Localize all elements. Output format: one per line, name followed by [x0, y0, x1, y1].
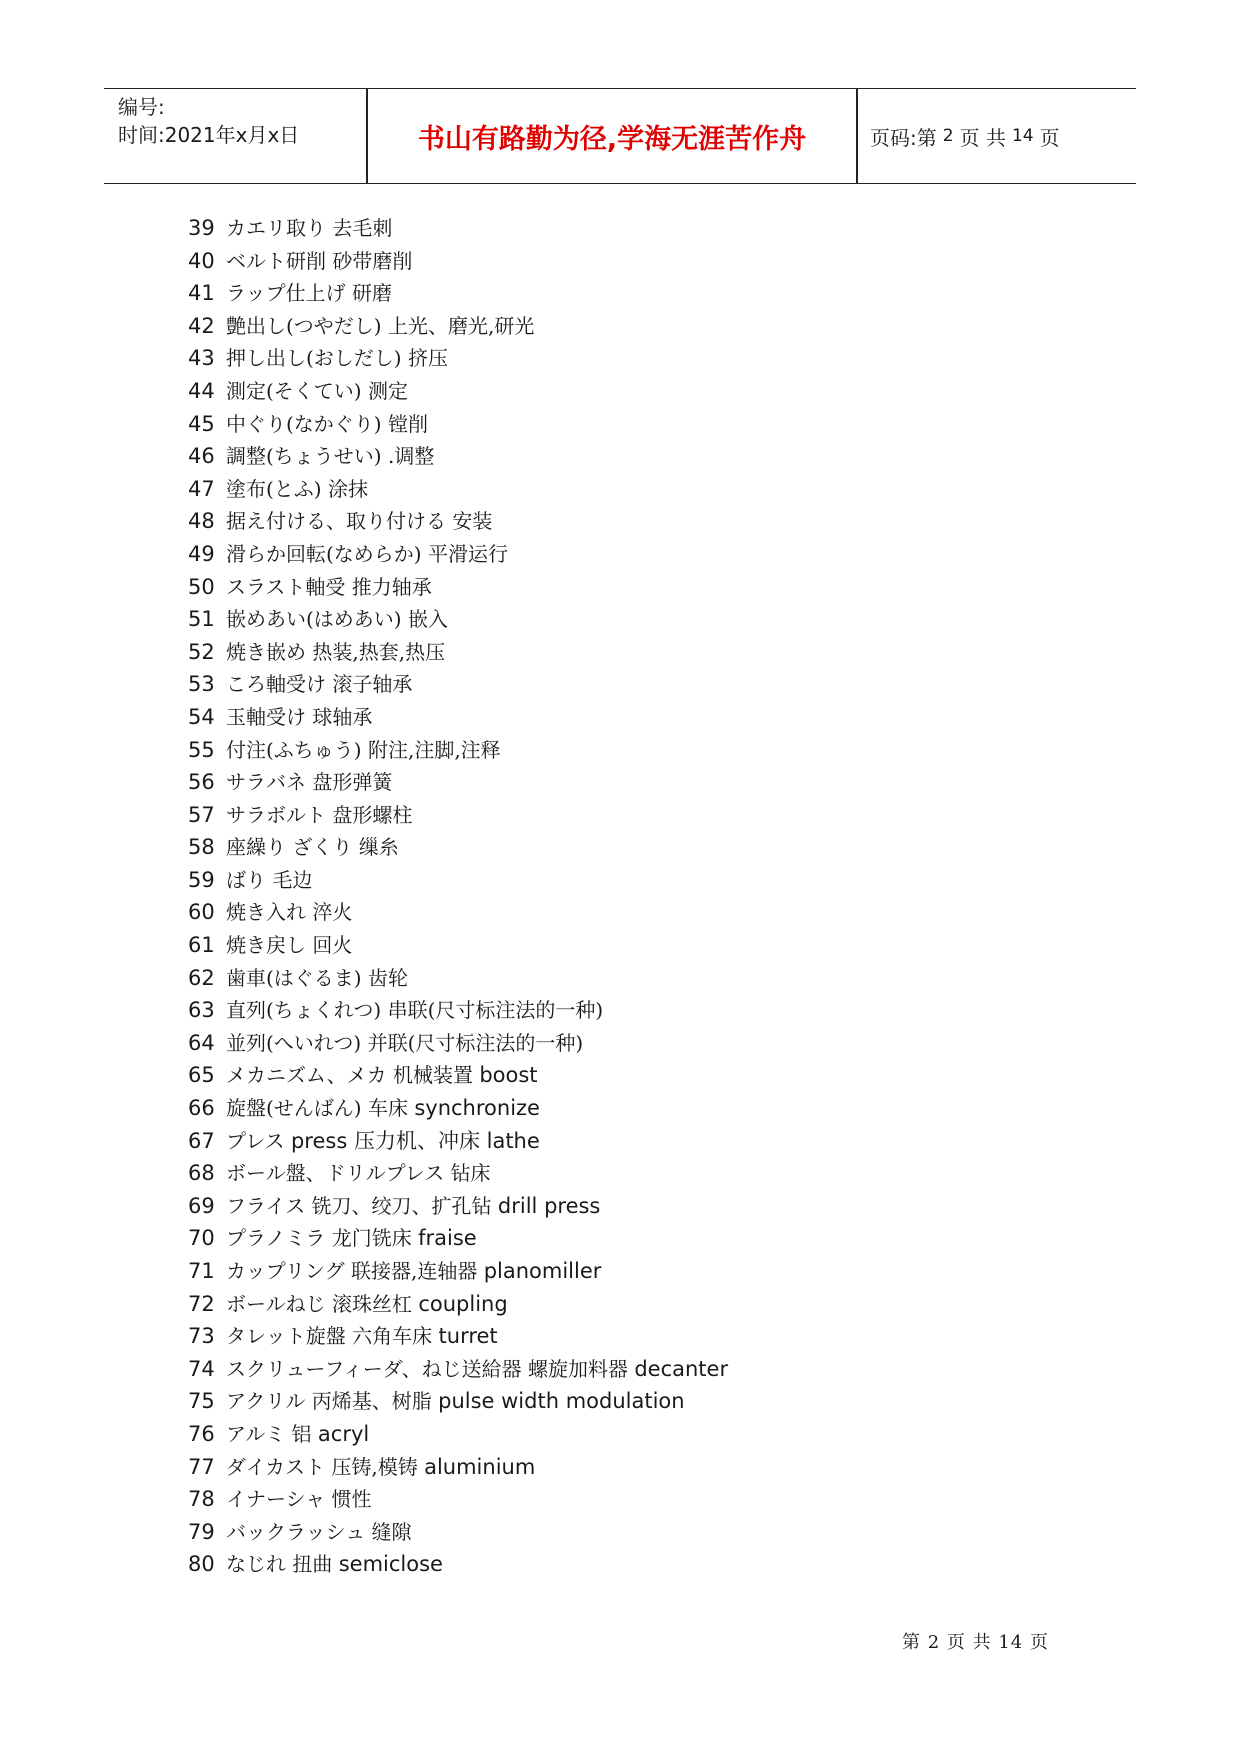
entry-number: 43	[188, 346, 215, 371]
header-motto: 书山有路勤为径,学海无涯苦作舟	[417, 123, 807, 155]
entry-term: 並列(へいれつ) 并联(尺寸标注法的一种)	[226, 1030, 584, 1055]
entry-term: 据え付ける、取り付ける 安装	[226, 509, 493, 534]
entry-number: 46	[188, 444, 215, 469]
entry-number: 64	[188, 1030, 215, 1055]
entry-number: 76	[188, 1421, 215, 1446]
entry-english: coupling	[418, 1291, 508, 1316]
entry-term: 嵌めあい(はめあい) 嵌入	[226, 607, 448, 632]
entry-number: 79	[188, 1519, 215, 1544]
entry-term: 焼き戻し 回火	[226, 933, 353, 958]
page-current: 2	[942, 126, 954, 146]
entry-term: タレット旋盤 六角车床	[226, 1324, 433, 1349]
entry-english: pulse width modulation	[438, 1389, 685, 1414]
list-item	[188, 1255, 728, 1288]
header-page-number	[870, 89, 1060, 183]
page-footer: 第 2 页 共 14 页	[902, 1632, 1049, 1653]
entry-number: 78	[188, 1487, 215, 1512]
entry-term: 焼き入れ 淬火	[226, 900, 353, 925]
entry-term: 滑らか回転(なめらか) 平滑运行	[226, 541, 508, 566]
list-item	[188, 962, 728, 995]
entry-term: 旋盤(せんばん) 车床	[226, 1096, 408, 1121]
number-label: 编号:	[118, 95, 165, 119]
list-item	[188, 994, 728, 1027]
entry-term: ダイカスト 压铸,模铸	[226, 1454, 418, 1479]
list-item	[188, 636, 728, 669]
entry-term: ベルト研削 砂带磨削	[226, 248, 413, 273]
entry-term: フライス 铣刀、绞刀、扩孔钻	[226, 1193, 492, 1218]
list-item	[188, 799, 728, 832]
entry-term: プラノミラ 龙门铣床	[226, 1226, 412, 1251]
entry-number: 62	[188, 965, 215, 990]
entry-number: 47	[188, 476, 215, 501]
entry-term: バックラッシュ 缝隙	[226, 1519, 412, 1544]
entry-english: semiclose	[338, 1552, 443, 1577]
entry-term: 玉軸受け 球轴承	[226, 704, 373, 729]
page-mid: 页 共	[959, 125, 1006, 150]
entry-term: 艶出し(つやだし) 上光、磨光,研光	[226, 313, 535, 338]
list-item	[188, 929, 728, 962]
entry-term: 調整(ちょうせい) .调整	[226, 444, 435, 469]
list-item	[188, 212, 728, 245]
list-item	[188, 1125, 728, 1158]
entry-number: 71	[188, 1259, 215, 1283]
entry-number: 51	[188, 607, 215, 632]
entry-english: aluminium	[424, 1454, 536, 1479]
entry-term: アルミ 铝	[226, 1421, 312, 1446]
list-item	[188, 1385, 728, 1418]
page-prefix: 页码:第	[870, 125, 937, 150]
list-item	[188, 1548, 728, 1581]
entry-number: 67	[188, 1128, 215, 1153]
list-item	[188, 831, 728, 864]
list-item	[188, 1027, 728, 1060]
entry-number: 75	[188, 1389, 215, 1414]
list-item	[188, 538, 728, 571]
entry-number: 68	[188, 1161, 215, 1186]
list-item	[188, 440, 728, 473]
entry-english: drill press	[497, 1193, 601, 1218]
entry-number: 70	[188, 1226, 215, 1251]
entry-term: メカニズム、メカ 机械装置	[226, 1063, 473, 1088]
entry-term: ころ軸受け 滚子轴承	[226, 672, 413, 697]
entry-term: イナーシャ 惯性	[226, 1487, 372, 1512]
entry-term: ばり 毛边	[226, 867, 313, 892]
list-item	[188, 1418, 728, 1451]
entry-term: 押し出し(おしだし) 挤压	[226, 346, 448, 371]
entry-number: 74	[188, 1356, 215, 1381]
list-item	[188, 701, 728, 734]
list-item	[188, 1451, 728, 1484]
list-item	[188, 1222, 728, 1255]
entry-english: planomiller	[483, 1259, 602, 1283]
entry-term: サラバネ 盘形弹簧	[226, 770, 393, 795]
entry-term: 付注(ふちゅう) 附注,注脚,注释	[226, 737, 501, 762]
list-item	[188, 408, 728, 441]
entry-english: acryl	[317, 1421, 370, 1446]
list-item	[188, 1059, 728, 1092]
entry-english: decanter	[634, 1356, 729, 1381]
list-item	[188, 1288, 728, 1321]
entry-number: 80	[188, 1552, 215, 1577]
entry-term: ボールねじ 滚珠丝杠	[226, 1291, 412, 1316]
entry-number: 66	[188, 1096, 215, 1121]
list-item	[188, 668, 728, 701]
list-item	[188, 1092, 728, 1125]
entry-number: 53	[188, 672, 215, 697]
list-item	[188, 342, 728, 375]
entry-number: 54	[188, 704, 215, 729]
entry-term: カップリング 联接器,连轴器	[226, 1259, 478, 1283]
header-divider	[856, 89, 858, 183]
list-item	[188, 245, 728, 278]
term-list	[188, 212, 728, 1581]
entry-number: 48	[188, 509, 215, 534]
entry-number: 44	[188, 378, 215, 403]
entry-number: 77	[188, 1454, 215, 1479]
entry-number: 58	[188, 835, 215, 860]
list-item	[188, 896, 728, 929]
list-item	[188, 1516, 728, 1549]
entry-term: 焼き嵌め 热装,热套,热压	[226, 639, 446, 664]
entry-english: fraise	[418, 1226, 477, 1251]
entry-number: 55	[188, 737, 215, 762]
entry-term: 座繰り ざくり 缫糸	[226, 835, 399, 860]
entry-term: 塗布(とふ) 涂抹	[226, 476, 368, 501]
entry-number: 50	[188, 574, 215, 599]
entry-term: カエリ取り 去毛刺	[226, 216, 393, 240]
entry-term: 歯車(はぐるま) 齿轮	[226, 965, 408, 990]
list-item	[188, 734, 728, 767]
list-item	[188, 1190, 728, 1223]
entry-term: スクリューフィーダ、ねじ送給器 螺旋加料器	[226, 1356, 628, 1381]
entry-english: turret	[438, 1324, 498, 1349]
entry-term: ボール盤、ドリルプレス 钻床	[226, 1161, 491, 1186]
list-item	[188, 505, 728, 538]
list-item	[188, 277, 728, 310]
entry-term: サラボルト 盘形螺柱	[226, 802, 413, 827]
entry-english: press 压力机、冲床 lathe	[290, 1128, 540, 1153]
list-item	[188, 1353, 728, 1386]
list-item	[188, 571, 728, 604]
list-item	[188, 1157, 728, 1190]
entry-number: 49	[188, 541, 215, 566]
entry-number: 56	[188, 770, 215, 795]
entry-term: 直列(ちょくれつ) 串联(尺寸标注法的一种)	[226, 998, 604, 1023]
page-total: 14	[1011, 126, 1034, 146]
entry-term: スラスト軸受 推力轴承	[226, 574, 432, 599]
entry-term: 中ぐり(なかぐり) 镗削	[226, 411, 428, 436]
entry-number: 42	[188, 313, 215, 338]
entry-term: プレス	[226, 1128, 285, 1153]
entry-number: 63	[188, 998, 215, 1023]
header-meta	[118, 93, 358, 149]
entry-number: 60	[188, 900, 215, 925]
entry-number: 61	[188, 933, 215, 958]
entry-number: 73	[188, 1324, 215, 1349]
entry-term: ラップ仕上げ 研磨	[226, 281, 392, 306]
list-item	[188, 1483, 728, 1516]
entry-number: 65	[188, 1063, 215, 1088]
entry-number: 57	[188, 802, 215, 827]
list-item	[188, 766, 728, 799]
entry-term: アクリル 丙烯基、树脂	[226, 1389, 432, 1414]
list-item	[188, 375, 728, 408]
list-item	[188, 473, 728, 506]
time-label: 时间:2021年x月x日	[118, 123, 300, 147]
entry-number: 39	[188, 216, 215, 240]
entry-number: 40	[188, 248, 215, 273]
entry-number: 69	[188, 1193, 215, 1218]
list-item	[188, 864, 728, 897]
page-suffix: 页	[1039, 125, 1060, 150]
list-item	[188, 603, 728, 636]
entry-term: なじれ 扭曲	[226, 1552, 333, 1577]
entry-number: 52	[188, 639, 215, 664]
entry-english: synchronize	[414, 1096, 540, 1121]
list-item	[188, 310, 728, 343]
entry-number: 41	[188, 281, 215, 306]
entry-number: 72	[188, 1291, 215, 1316]
entry-number: 59	[188, 867, 215, 892]
entry-number: 45	[188, 411, 215, 436]
page-header	[104, 88, 1136, 184]
entry-term: 測定(そくてい) 测定	[226, 378, 408, 403]
entry-english: boost	[479, 1063, 538, 1088]
list-item	[188, 1320, 728, 1353]
